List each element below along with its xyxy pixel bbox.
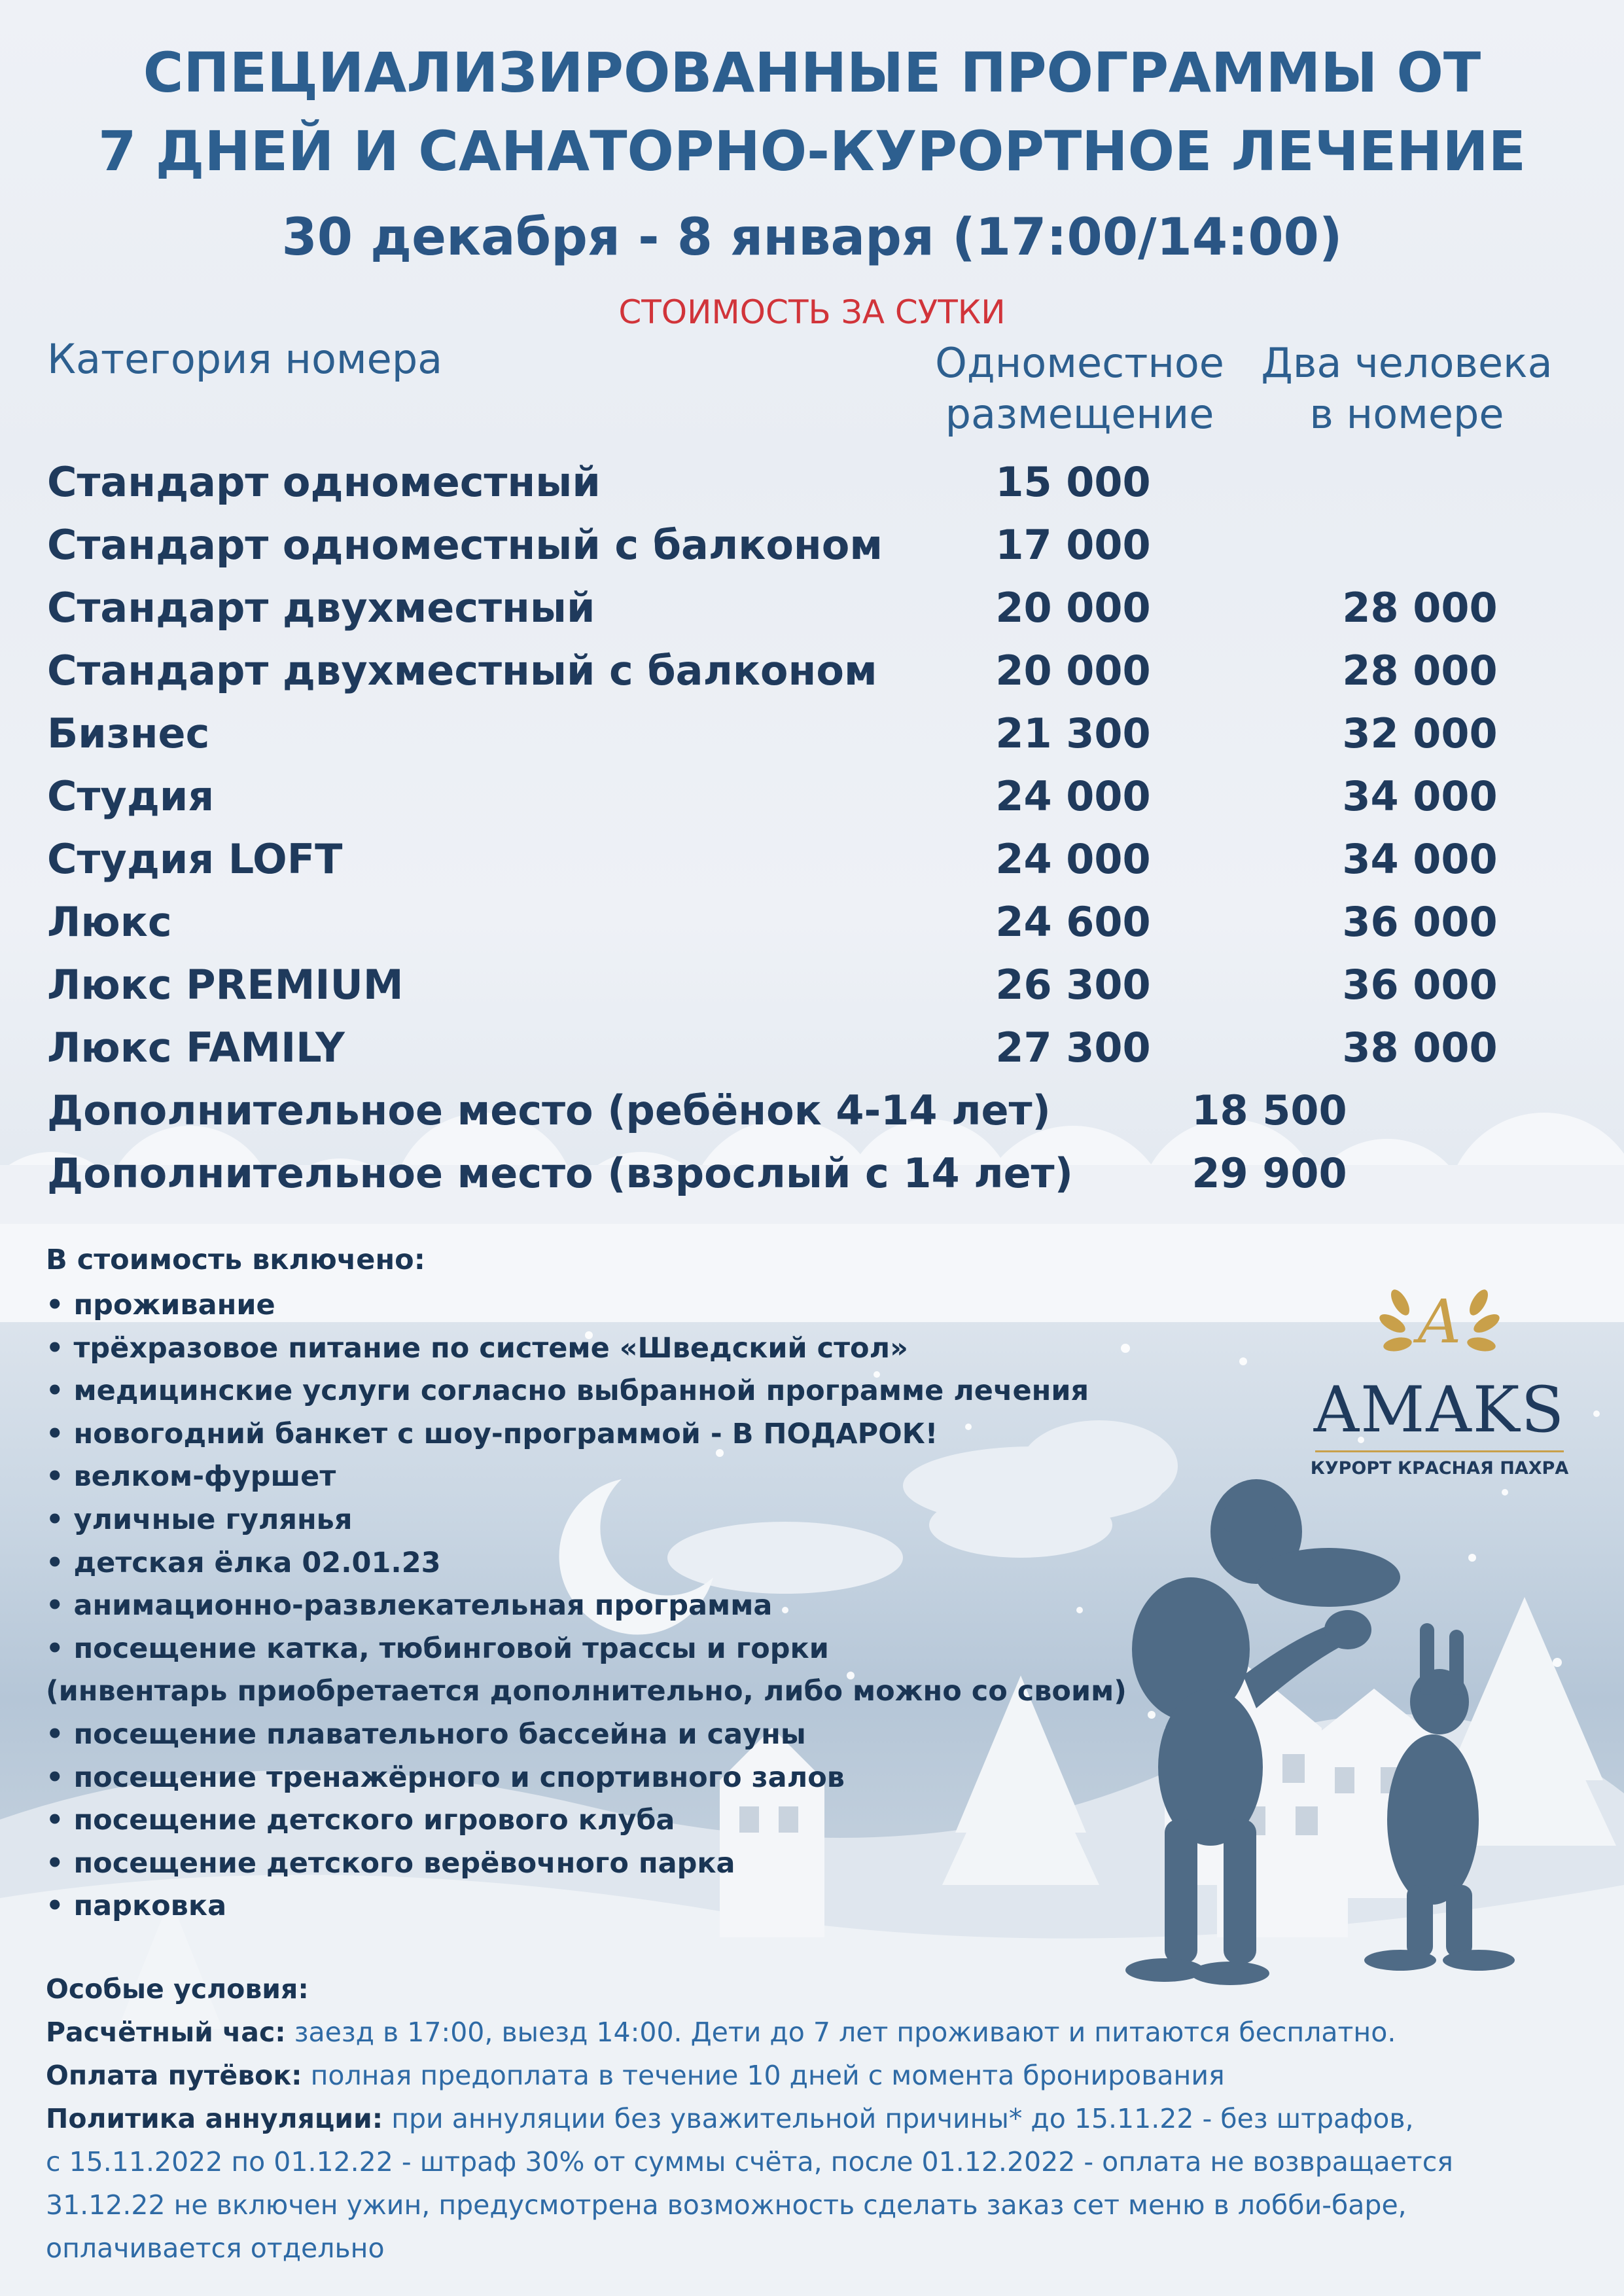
list-item: • посещение тренажёрного и спортивного залов: [46, 1761, 845, 1794]
price-row: [0, 772, 1624, 835]
included-heading: В стоимость включено:: [46, 1244, 425, 1276]
room-name: Стандарт одноместный с балконом: [47, 521, 883, 569]
payment-label: Оплата путёвок:: [46, 2060, 302, 2091]
price-row: [0, 961, 1624, 1024]
list-item: • посещение плавательного бассейна и сауны: [46, 1717, 806, 1751]
list-item: • новогодний банкет с шоу-программой - В ПОДАРОК!: [46, 1417, 938, 1450]
price-single: 15 000: [995, 458, 1151, 506]
logo-tagline: КУРОРТ КРАСНАЯ ПАХРА: [1310, 1458, 1569, 1479]
cancel-line: [46, 2097, 1590, 2140]
price-single: 20 000: [995, 647, 1151, 694]
special-conditions: [46, 1967, 1590, 2270]
note-line-1: 31.12.22 не включен ужин, предусмотрена возможность сделать заказ сет меню в лобби-баре,: [46, 2189, 1407, 2221]
extra-bed-price: 18 500: [1192, 1086, 1347, 1134]
price-single: 17 000: [995, 521, 1151, 569]
price-single: 24 600: [995, 898, 1151, 946]
price-row: [0, 898, 1624, 961]
price-single: 27 300: [995, 1024, 1151, 1071]
header-room-category: Категория номера: [47, 335, 443, 383]
price-single: 20 000: [995, 584, 1151, 632]
list-item: • медицинские услуги согласно выбранной программе лечения: [46, 1374, 1089, 1408]
extra-bed-name: Дополнительное место (взрослый с 14 лет): [47, 1149, 1073, 1197]
price-double: 36 000: [1342, 961, 1498, 1009]
cancel-line-2: с 15.11.2022 по 01.12.22 - штраф 30% от суммы счёта, после 01.12.2022 - оплата не возвращается: [46, 2146, 1453, 2178]
room-name: Студия: [47, 772, 215, 820]
header-double-occupancy: [1256, 338, 1557, 440]
price-row: [0, 584, 1624, 647]
price-double: 28 000: [1342, 584, 1498, 632]
list-item: • посещение детского верёвочного парка: [46, 1846, 735, 1880]
title-line-2: 7 ДНЕЙ И САНАТОРНО-КУРОРТНОЕ ЛЕЧЕНИЕ: [97, 119, 1527, 183]
special-heading: Особые условия:: [46, 1973, 309, 2005]
room-name: Студия LOFT: [47, 835, 343, 883]
payment-text: полная предоплата в течение 10 дней с момента бронирования: [302, 2060, 1225, 2091]
logo-name: AMAKS: [1313, 1373, 1566, 1446]
extra-bed-price: 29 900: [1192, 1149, 1347, 1197]
room-name: Стандарт одноместный: [47, 458, 601, 506]
price-single: 24 000: [995, 772, 1151, 820]
header-single-line2: размещение: [945, 390, 1214, 438]
list-item: • велком-фуршет: [46, 1460, 336, 1494]
price-double: 36 000: [1342, 898, 1498, 946]
price-row: [0, 458, 1624, 521]
price-row: [0, 1024, 1624, 1086]
room-name: Бизнес: [47, 709, 210, 757]
price-row: [0, 709, 1624, 772]
price-double: 34 000: [1342, 835, 1498, 883]
note-line-2: оплачивается отдельно: [46, 2233, 385, 2264]
price-single: 26 300: [995, 961, 1151, 1009]
price-double: 28 000: [1342, 647, 1498, 694]
list-item: • анимационно-развлекательная программа: [46, 1589, 773, 1623]
price-double: 34 000: [1342, 772, 1498, 820]
price-row: [0, 835, 1624, 898]
extra-bed-name: Дополнительное место (ребёнок 4-14 лет): [47, 1086, 1051, 1134]
list-item: • трёхразовое питание по системе «Шведский стол»: [46, 1331, 908, 1365]
checkin-label: Расчётный час:: [46, 2017, 286, 2048]
list-item: • посещение катка, тюбинговой трассы и горки: [46, 1632, 829, 1665]
price-double: 32 000: [1342, 709, 1498, 757]
extra-bed-row-adult: [0, 1149, 1624, 1212]
logo-divider: [1315, 1450, 1564, 1452]
header-single-occupancy: [916, 338, 1243, 440]
price-single: 21 300: [995, 709, 1151, 757]
room-name: Люкс FAMILY: [47, 1024, 345, 1071]
list-item: • уличные гулянья: [46, 1503, 353, 1536]
header-single-line1: Одноместное: [935, 339, 1224, 387]
list-item: • детская ёлка 02.01.23: [46, 1546, 441, 1579]
included-services: [46, 1238, 1127, 1928]
header-double-line2: в номере: [1309, 390, 1504, 438]
list-item: • проживание: [46, 1289, 275, 1321]
checkin-line: [46, 2011, 1590, 2054]
room-name: Люкс: [47, 898, 172, 946]
title-line-1: СПЕЦИАЛИЗИРОВАННЫЕ ПРОГРАММЫ ОТ: [143, 41, 1481, 105]
price-row: [0, 647, 1624, 709]
list-item: • посещение детского игрового клуба: [46, 1804, 675, 1837]
included-list: [46, 1284, 1127, 1928]
room-name: Стандарт двухместный с балконом: [47, 647, 877, 694]
amaks-logo: [1302, 1283, 1577, 1499]
extra-bed-row-child: [0, 1086, 1624, 1149]
list-item: (инвентарь приобретается дополнительно, либо можно со своим): [46, 1675, 1127, 1708]
header-double-line1: Два человека: [1261, 339, 1553, 387]
checkin-text: заезд в 17:00, выезд 14:00. Дети до 7 лет проживают и питаются бесплатно.: [285, 2017, 1396, 2048]
cancel-text: при аннуляции без уважительной причины* до 15.11.22 - без штрафов,: [383, 2103, 1414, 2134]
payment-line: [46, 2054, 1590, 2097]
room-name: Стандарт двухместный: [47, 584, 595, 632]
cancel-label: Политика аннуляции:: [46, 2103, 383, 2134]
price-double: 38 000: [1342, 1024, 1498, 1071]
room-name: Люкс PREMIUM: [47, 961, 404, 1009]
price-single: 24 000: [995, 835, 1151, 883]
list-item: • парковка: [46, 1890, 227, 1923]
logo-monogram: А: [1417, 1287, 1462, 1357]
dates-subtitle: 30 декабря - 8 января (17:00/14:00): [281, 208, 1343, 267]
cost-per-day-label: СТОИМОСТЬ ЗА СУТКИ: [618, 293, 1006, 331]
price-row: [0, 521, 1624, 584]
